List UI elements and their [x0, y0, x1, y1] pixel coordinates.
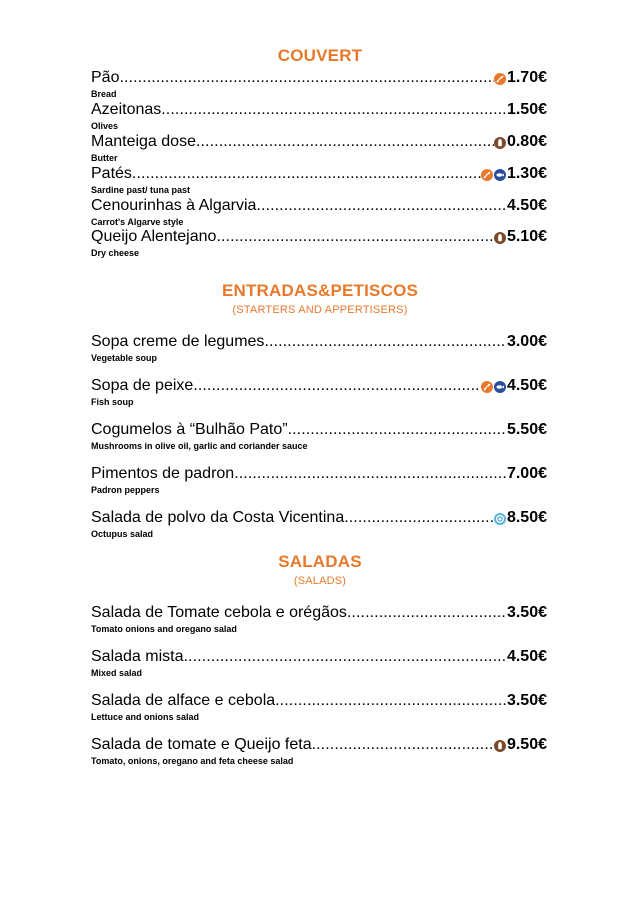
item-name: Salada de tomate e Queijo feta — [91, 736, 312, 753]
milk-allergen-icon — [494, 137, 506, 149]
item-price: 4.50€ — [506, 377, 547, 394]
item-price: 1.70€ — [506, 69, 547, 86]
section-title-couvert: COUVERT — [277, 46, 363, 65]
item-description: Butter — [91, 153, 118, 163]
menu-item — [91, 228, 547, 259]
section-title-saladas: SALADAS — [278, 552, 362, 571]
item-price: 5.50€ — [506, 421, 547, 438]
menu-item — [91, 509, 547, 540]
item-description: Tomato onions and oregano salad — [91, 624, 237, 634]
item-price: 9.50€ — [506, 736, 547, 753]
dot-leader — [132, 165, 481, 183]
allergen-icons — [494, 137, 506, 149]
item-description: Mushrooms in olive oil, garlic and coriander sauce — [91, 441, 308, 451]
menu-item — [91, 333, 547, 364]
item-line — [91, 133, 547, 153]
item-price: 3.50€ — [506, 604, 547, 621]
item-price: 8.50€ — [506, 509, 547, 526]
item-line — [91, 509, 547, 529]
item-line — [91, 465, 547, 485]
item-line — [91, 165, 547, 185]
dot-leader — [196, 133, 494, 151]
section-title-entradas: ENTRADAS&PETISCOS — [221, 281, 419, 300]
item-description: Tomato, onions, oregano and feta cheese salad — [91, 756, 294, 766]
menu-item — [91, 69, 547, 100]
item-description: Lettuce and onions salad — [91, 712, 200, 722]
item-description: Fish soup — [91, 397, 134, 407]
item-line — [91, 736, 547, 756]
item-price: 4.50€ — [506, 197, 547, 214]
menu-item — [91, 692, 547, 723]
bread-allergen-icon — [481, 381, 493, 393]
dot-leader — [275, 692, 507, 710]
dot-leader — [344, 509, 494, 527]
item-price: 1.30€ — [506, 165, 547, 182]
item-name: Cenourinhas à Algarvia — [91, 197, 257, 214]
item-line — [91, 228, 547, 248]
item-line — [91, 604, 547, 624]
item-name: Sopa creme de legumes — [91, 333, 265, 350]
dot-leader — [193, 377, 481, 395]
section-subtitle-saladas: (SALADS) — [293, 575, 347, 587]
fish-allergen-icon — [494, 169, 506, 181]
item-description: Dry cheese — [91, 248, 140, 258]
dot-leader — [264, 333, 507, 351]
menu-item — [91, 421, 547, 452]
item-description: Vegetable soup — [91, 353, 158, 363]
dot-leader — [119, 69, 493, 87]
menu-item — [91, 465, 547, 496]
item-name: Salada mista — [91, 648, 184, 665]
item-name: Salada de polvo da Costa Vicentina — [91, 509, 345, 526]
menu-item — [91, 736, 547, 767]
bread-allergen-icon — [481, 169, 493, 181]
dot-leader — [184, 648, 507, 666]
fish-allergen-icon — [494, 381, 506, 393]
item-line — [91, 101, 547, 121]
item-description: Octupus salad — [91, 529, 154, 539]
menu-item — [91, 101, 547, 132]
item-name: Salada de Tomate cebola e orégãos — [91, 604, 347, 621]
item-price: 3.00€ — [506, 333, 547, 350]
item-name: Queijo Alentejano — [91, 228, 217, 245]
item-description: Padron peppers — [91, 485, 160, 495]
item-line — [91, 333, 547, 353]
menu-item — [91, 648, 547, 679]
item-price: 4.50€ — [506, 648, 547, 665]
dot-leader — [216, 228, 494, 246]
menu-item — [91, 197, 547, 228]
item-name: Manteiga dose — [91, 133, 196, 150]
item-description: Bread — [91, 89, 117, 99]
item-price: 3.50€ — [506, 692, 547, 709]
allergen-icons — [494, 73, 506, 85]
item-line — [91, 69, 547, 89]
item-line — [91, 197, 547, 217]
item-price: 7.00€ — [506, 465, 547, 482]
item-name: Azeitonas — [91, 101, 162, 118]
item-line — [91, 692, 547, 712]
item-line — [91, 648, 547, 668]
section-subtitle-entradas: (STARTERS AND APPERTISERS) — [232, 304, 408, 316]
bread-allergen-icon — [494, 73, 506, 85]
item-name: Sopa de peixe — [91, 377, 194, 394]
menu-item — [91, 604, 547, 635]
mollusc-allergen-icon — [494, 513, 506, 525]
dot-leader — [312, 736, 494, 754]
milk-allergen-icon — [494, 740, 506, 752]
item-name: Pão — [91, 69, 120, 86]
item-price: 5.10€ — [506, 228, 547, 245]
item-name: Patés — [91, 165, 132, 182]
item-line — [91, 421, 547, 441]
allergen-icons — [481, 169, 506, 181]
item-price: 0.80€ — [506, 133, 547, 150]
item-price: 1.50€ — [506, 101, 547, 118]
dot-leader — [234, 465, 507, 483]
item-name: Pimentos de padron — [91, 465, 235, 482]
dot-leader — [288, 421, 507, 439]
allergen-icons — [494, 232, 506, 244]
item-description: Carrot's Algarve style — [91, 217, 184, 227]
item-description: Mixed salad — [91, 668, 143, 678]
menu-item — [91, 377, 547, 408]
item-line — [91, 377, 547, 397]
dot-leader — [347, 604, 507, 622]
allergen-icons — [494, 513, 506, 525]
menu-item — [91, 133, 547, 164]
item-name: Cogumelos à “Bulhão Pato” — [91, 421, 288, 438]
dot-leader — [256, 197, 507, 215]
dot-leader — [161, 101, 507, 119]
item-name: Salada de alface e cebola — [91, 692, 276, 709]
item-description: Olives — [91, 121, 119, 131]
allergen-icons — [481, 381, 506, 393]
item-description: Sardine past/ tuna past — [91, 185, 191, 195]
menu-item — [91, 165, 547, 196]
milk-allergen-icon — [494, 232, 506, 244]
allergen-icons — [494, 740, 506, 752]
